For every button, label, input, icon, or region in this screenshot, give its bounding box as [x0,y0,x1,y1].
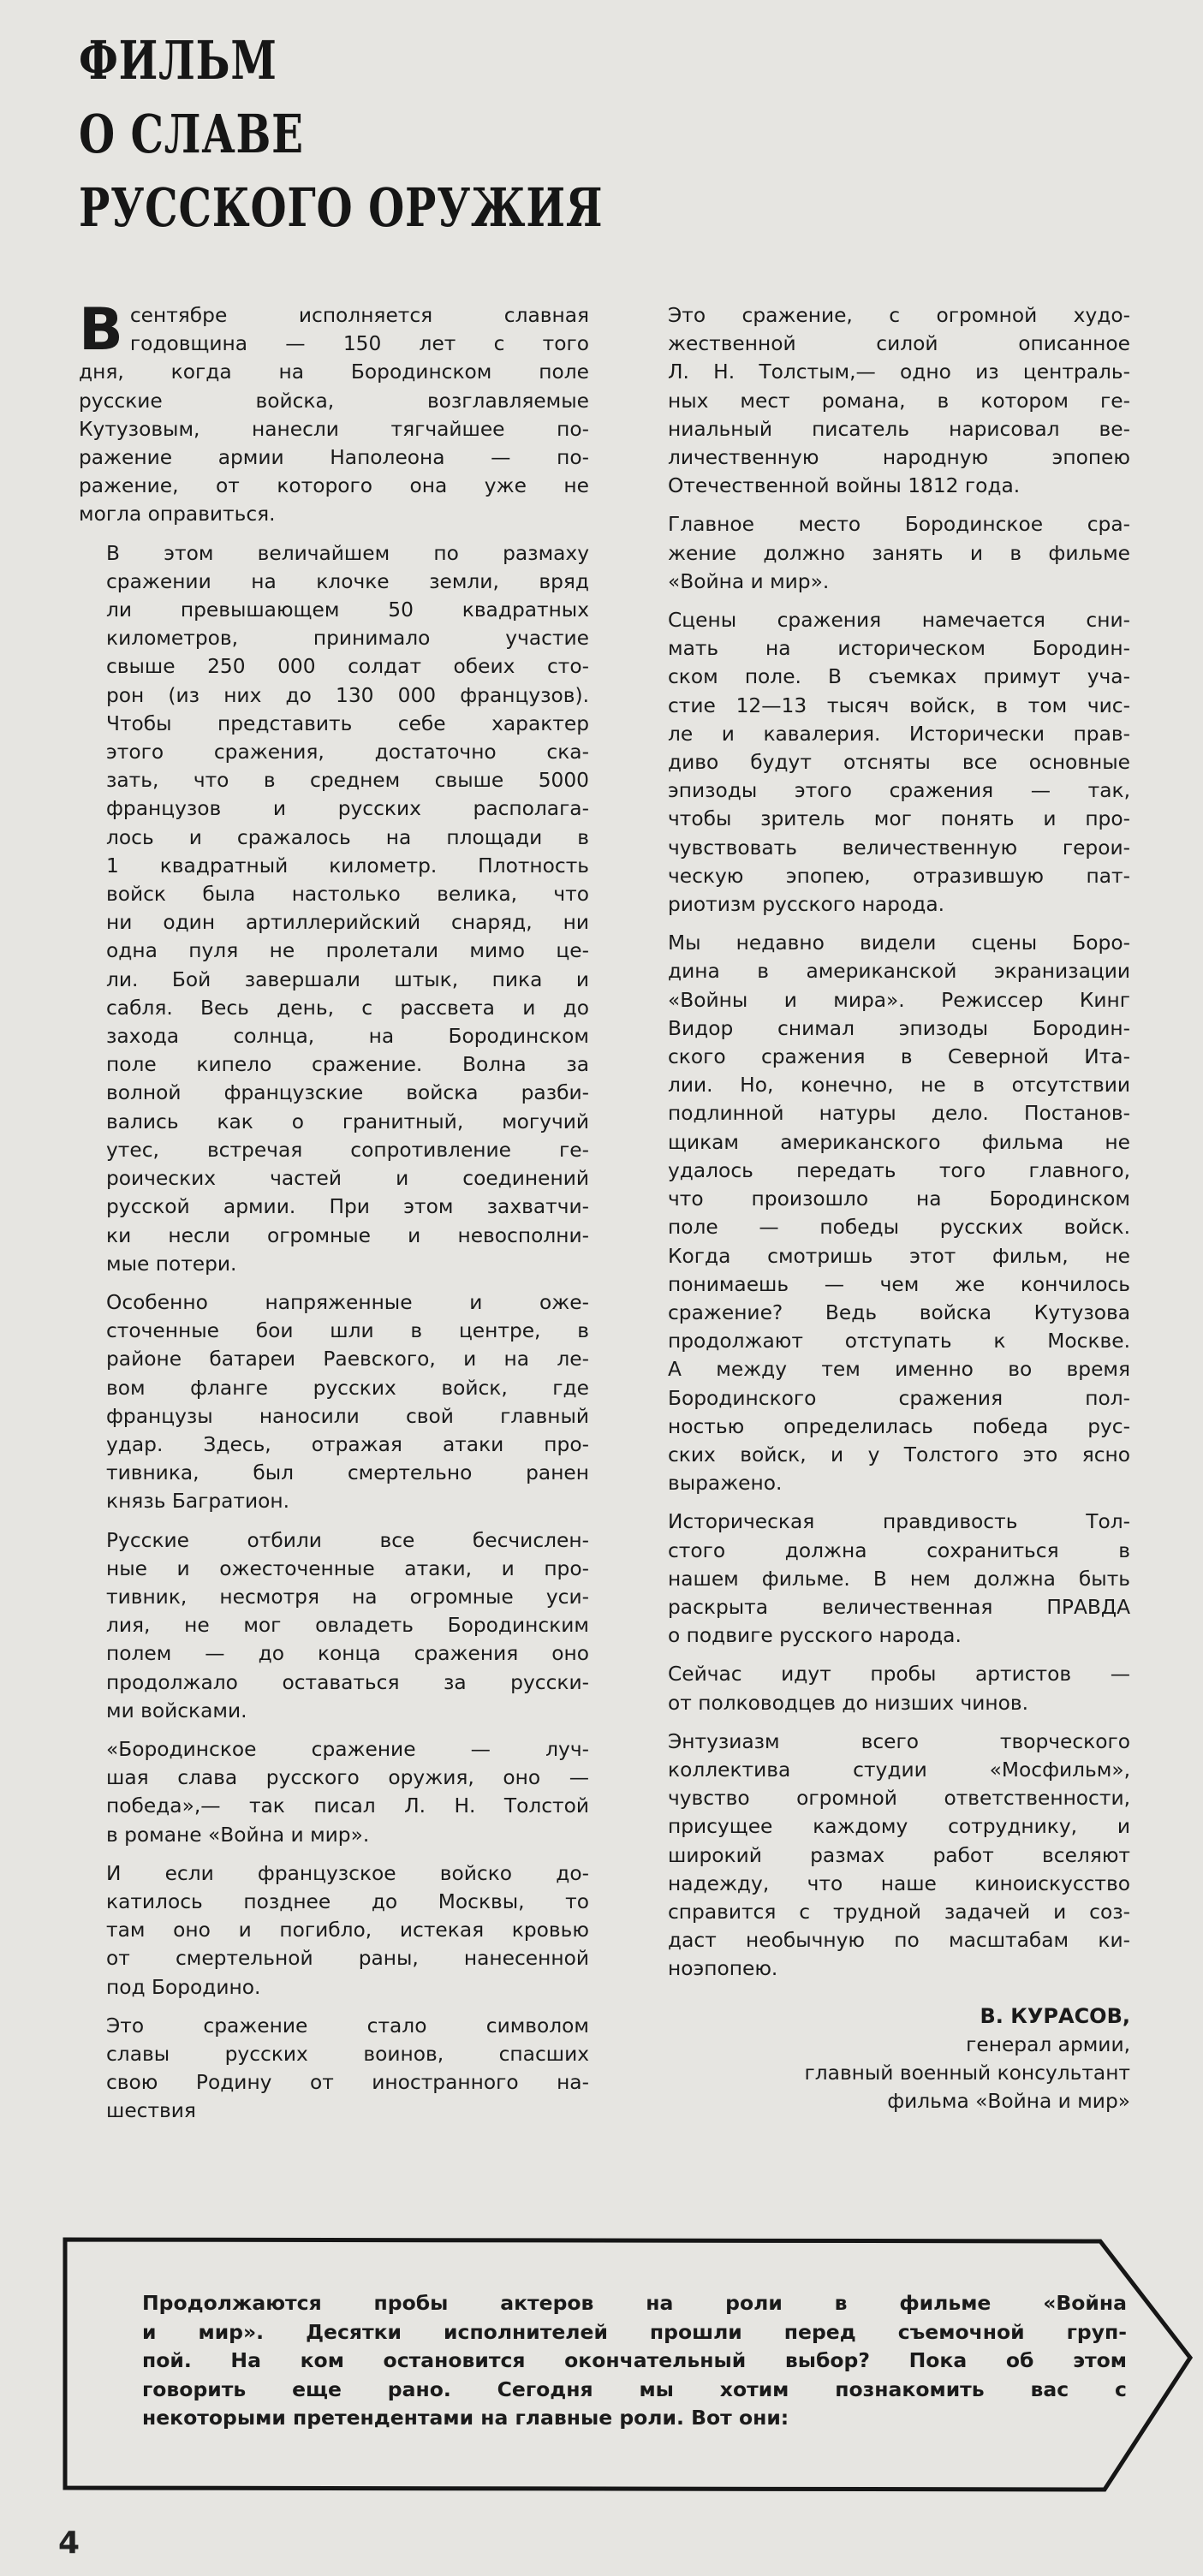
paragraph [79,1288,589,1516]
text-line: одна пуля не пролетали мимо це- [106,939,589,963]
text-line: ноэпопею. [668,1957,778,1981]
callout-box [62,2236,1196,2495]
text-line: стого должна сохраниться в [668,1538,1130,1562]
text-line: коллектива студии «Мосфильм», [668,1758,1130,1782]
text-line: даст необычную по масштабам ки- [668,1929,1130,1953]
text-line: ских войск, и у Толстого это ясно [668,1443,1130,1466]
text-line: полем — до конца сражения оно [106,1642,589,1666]
text-line: рон (из них до 130 000 французов). [106,683,589,707]
text-line: ностью определилась победа рус- [668,1414,1130,1438]
article-column-left [79,296,589,2136]
text-line: раскрыта величественная ПРАВДА [668,1595,1130,1619]
text-line: жение должно занять и в фильме [668,541,1130,565]
text-line: присущее каждому сотруднику, и [668,1815,1130,1839]
text-line: Особенно напряженные и оже- [106,1290,589,1314]
text-line: катилось позднее до Москвы, то [106,1889,589,1913]
text-line: годовщина — 150 лет с того [129,332,589,356]
text-line: захода солнца, на Бородинском [106,1025,589,1049]
text-line: понимаешь — чем же кончилось [668,1272,1130,1296]
text-line: ных мест романа, в котором ге- [668,389,1130,413]
text-line: победа»,— так писал Л. Н. Толстой [106,1794,589,1818]
text-line: Русские отбили все бесчислен- [106,1528,589,1552]
text-line: свою Родину от иностранного на- [106,2071,589,2095]
text-line: лия, не мог овладеть Бородинским [106,1614,589,1638]
drop-cap: В [79,296,123,364]
title-line: ФИЛЬМ [79,29,277,92]
text-line: там оно и погибло, истекая кровью [106,1919,589,1942]
author-title-line: фильма «Война и мир» [887,2090,1130,2114]
paragraph [79,2012,589,2126]
text-line: чтобы зритель мог понять и про- [668,807,1130,831]
paragraph [640,1508,1130,1650]
text-line: Кутузовым, нанесли тягчайшее по- [79,417,589,441]
paragraph [640,606,1130,919]
text-line: что произошло на Бородинском [668,1187,1130,1211]
text-line: роических частей и соединений [106,1167,589,1191]
text-line: жественной силой описанное [668,332,1130,356]
paragraph [640,929,1130,1497]
text-line: вом фланге русских войск, где [106,1376,589,1400]
text-line: чувство огромной ответственности, [668,1787,1130,1811]
text-line: ле и кавалерия. Исторически прав- [668,722,1130,746]
text-line: «Война и мир». [668,569,830,593]
text-line: эпизоды этого сражения — так, [668,779,1130,803]
text-line: в романе «Война и мир». [106,1823,370,1847]
text-line: Главное место Бородинское сра- [668,513,1130,537]
text-line: лось и сражалось на площади в [106,825,589,849]
paragraph [640,1660,1130,1716]
text-line: сражении на клочке земли, вряд [106,569,589,593]
text-line: шествия [106,2099,196,2123]
text-line: Бородинского сражения пол- [668,1386,1130,1410]
text-line: ражение, от которого она уже не [79,474,589,498]
text-line: ском поле. В съемках примут уча- [668,665,1130,689]
author-signature [640,2002,1130,2116]
text-line: французов и русских располага- [106,797,589,821]
text-line: диво будут отсняты все основные [668,751,1130,775]
text-line: князь Багратион. [106,1490,290,1514]
text-line: мать на историческом Бородин- [668,637,1130,661]
text-line: волной французские войска разби- [106,1081,589,1105]
paragraph [79,1735,589,1849]
text-line: могла оправиться. [79,503,276,527]
author-name: В. КУРАСОВ, [980,2003,1130,2028]
text-line: сентябре исполняется славная [129,304,589,327]
text-line: дина в американской экранизации [668,960,1130,984]
text-line: ли. Бой завершали штык, пика и [106,967,589,991]
text-line: русской армии. При этом захватчи- [106,1195,589,1219]
article-title [79,24,603,245]
text-line: продолжало оставаться за русски- [106,1670,589,1694]
title-line: РУССКОГО ОРУЖИЯ [79,176,604,239]
text-line: «Войны и мира». Режиссер Кинг [668,988,1130,1012]
text-line: шая слава русского оружия, оно — [106,1766,589,1790]
author-title-line: главный военный консультант [804,2061,1130,2085]
text-line: тивника, был смертельно ранен [106,1461,589,1485]
callout-line: некоторыми претендентами на главные роли. Вот они: [142,2406,789,2430]
paragraph [79,539,589,1278]
text-line: Энтузиазм всего творческого [668,1729,1130,1753]
text-line: вались как о гранитный, могучий [106,1110,589,1133]
text-line: Чтобы представить себе характер [106,711,589,735]
text-line: о подвиге русского народа. [668,1624,962,1648]
text-line: ли превышающем 50 квадратных [106,598,589,622]
text-line: удалось передать того главного, [668,1158,1130,1182]
paragraph [79,1859,589,2002]
text-line: Видор снимал эпизоды Бородин- [668,1016,1130,1040]
text-line: А между тем именно во время [668,1358,1130,1382]
callout-line: и мир». Десятки исполнителей прошли перед съемочной груп- [142,2319,1127,2344]
text-line: под Бородино. [106,1975,261,1999]
text-line: подлинной натуры дело. Постанов- [668,1102,1130,1126]
text-line: надежду, что наше киноискусство [668,1871,1130,1895]
text-line: Л. Н. Толстым,— одно из централь- [668,360,1130,384]
callout-text [142,2289,1127,2433]
text-line: широкий размах работ вселяют [668,1843,1130,1867]
text-line: И если французское войско до- [106,1861,589,1885]
text-line: Сцены сражения намечается сни- [668,609,1130,633]
text-line: ные и ожесточенные атаки, и про- [106,1556,589,1580]
text-line: свыше 250 000 солдат обеих сто- [106,655,589,679]
text-line: 1 квадратный километр. Плотность [106,854,589,878]
text-line: сражение? Ведь войска Кутузова [668,1300,1130,1324]
author-title-line: генерал армии, [966,2032,1130,2056]
text-line: ческую эпопею, отразившую пат- [668,864,1130,888]
text-line: «Бородинское сражение — луч- [106,1737,589,1761]
text-line: ни один артиллерийский снаряд, ни [106,911,589,935]
text-line: сабля. Весь день, с рассвета и до [106,996,589,1020]
callout-line: пой. На ком остановится окончательный выбор? Пока об этом [142,2348,1127,2372]
text-line: лии. Но, конечно, не в отсутствии [668,1074,1130,1098]
text-line: утес, встречая сопротивление ге- [106,1138,589,1162]
text-line: дня, когда на Бородинском поле [79,360,589,384]
text-line: славы русских воинов, спасших [106,2042,589,2066]
text-line: поле — победы русских войск. [668,1216,1130,1240]
text-line: ки несли огромные и невосполни- [106,1223,589,1247]
text-line: личественную народную эпопею [668,446,1130,470]
text-line: войск была настолько велика, что [106,883,589,907]
text-line: этого сражения, достаточно ска- [106,741,589,764]
text-line: районе батареи Раевского, и на ле- [106,1347,589,1371]
paragraph [640,301,1130,500]
text-line: французы наносили свой главный [106,1404,589,1428]
text-line: нашем фильме. В нем должна быть [668,1567,1130,1591]
text-line: удар. Здесь, отражая атаки про- [106,1432,589,1456]
text-line: от полководцев до низших чинов. [668,1691,1029,1715]
text-line: чувствовать величественную герои- [668,836,1130,860]
text-line: Когда смотришь этот фильм, не [668,1244,1130,1268]
text-line: Мы недавно видели сцены Боро- [668,931,1130,955]
text-line: поле кипело сражение. Волна за [106,1053,589,1077]
article-column-right [640,301,1130,2115]
text-line: Историческая правдивость Тол- [668,1510,1130,1534]
text-line: В этом величайшем по размаху [106,541,589,565]
text-line: ского сражения в Северной Ита- [668,1045,1130,1069]
text-line: выражено. [668,1472,783,1496]
text-line: Это сражение стало символом [106,2014,589,2038]
callout-line: Продолжаются пробы актеров на роли в фильме «Война [142,2291,1127,2315]
text-line: риотизм русского народа. [668,893,945,917]
text-line: ражение армии Наполеона — по- [79,446,589,470]
text-line: продолжают отступать к Москве. [668,1330,1130,1353]
text-line: русские войска, возглавляемые [79,389,589,413]
paragraph [79,296,589,529]
callout-line: говорить еще рано. Сегодня мы хотим познакомить вас с [142,2377,1127,2401]
text-line: стие 12—13 тысяч войск, в том чис- [668,693,1130,717]
text-line: Отечественной войны 1812 года. [668,474,1021,498]
text-line: зать, что в среднем свыше 5000 [106,769,589,793]
text-line: ниальный писатель нарисовал ве- [668,417,1130,441]
text-line: Сейчас идут пробы артистов — [668,1663,1130,1687]
text-line: Это сражение, с огромной худо- [668,304,1130,327]
paragraph [640,1728,1130,1984]
paragraph [79,1526,589,1725]
text-line: километров, принимало участие [106,627,589,651]
text-line: справится с трудной задачей и соз- [668,1900,1130,1924]
text-line: мые потери. [106,1252,237,1276]
text-line: от смертельной раны, нанесенной [106,1947,589,1971]
text-line: ми войсками. [106,1698,247,1722]
text-line: щикам американского фильма не [668,1130,1130,1154]
paragraph [640,510,1130,596]
title-line: О СЛАВЕ [79,103,304,165]
page-number: 4 [58,2525,80,2561]
text-line: тивник, несмотря на огромные уси- [106,1585,589,1609]
text-line: сточенные бои шли в центре, в [106,1319,589,1343]
